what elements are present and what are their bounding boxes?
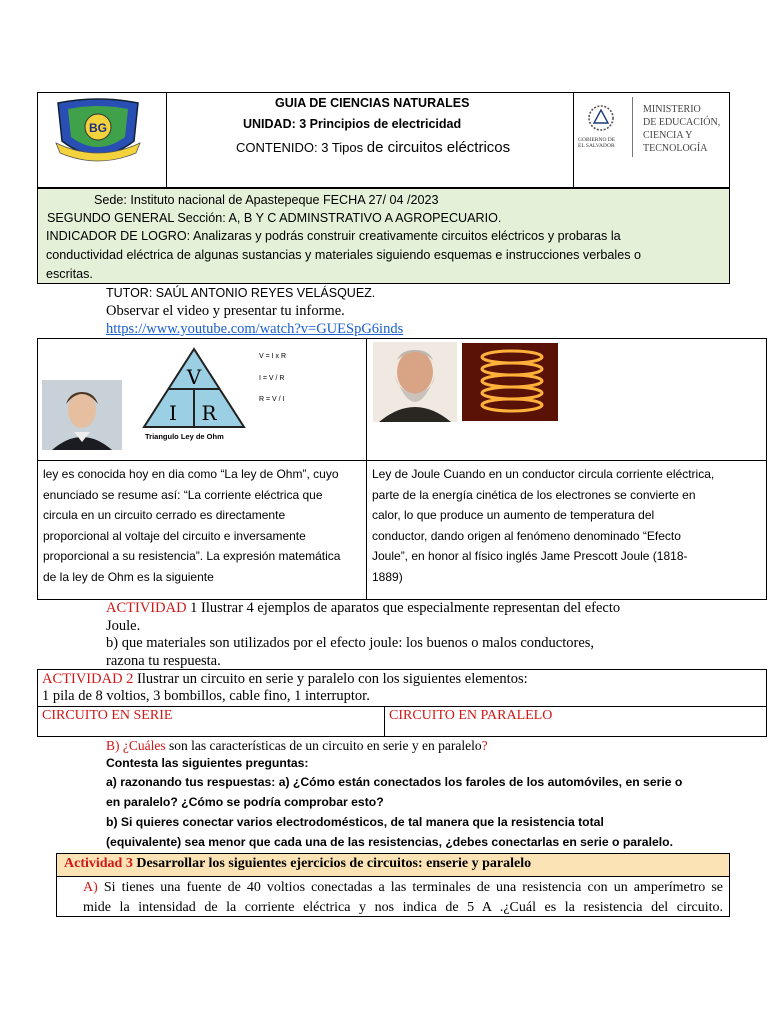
joule-text-line-5: Joule”, en honor al físico inglés Jame Prescott Joule (1818- <box>372 549 688 563</box>
indicator-line-1 <box>46 227 723 245</box>
part-b-text: son las características de un circuito en serie y en paralelo <box>165 738 482 753</box>
video-link[interactable]: https://www.youtube.com/watch?v=GUESpG6inds <box>106 321 404 337</box>
ohm-text-line-3: circula en un circuito cerrado es directamente <box>43 508 286 522</box>
activity-1 <box>106 600 661 670</box>
exercise-a <box>83 878 723 917</box>
exercise-a-line-1 <box>83 878 723 898</box>
ministry-line-1: MINISTERIO <box>643 104 701 115</box>
exercise-a-label: A) <box>83 880 98 895</box>
joule-text-line-3: calor, lo que produce un aumento de temperatura del <box>372 508 655 522</box>
activity-1-line-2: Joule. <box>106 617 141 634</box>
question-a <box>106 772 683 812</box>
exercise-a-line-2: mide la intensidad de la corriente eléctrica y nos indica de 5 A .¿Cuál es la resistencia del circuito. <box>83 899 723 915</box>
school-logo-icon <box>50 97 146 163</box>
guide-title: GUIA DE CIENCIAS NATURALES <box>275 96 470 110</box>
answer-instructions: Contesta las siguientes preguntas: <box>106 756 309 770</box>
gobierno-line-1: GOBIERNO DE <box>578 137 616 143</box>
ohm-text-line-1: ley es conocida hoy en dia como “La ley de Ohm”, cuyo <box>43 467 339 481</box>
header-table <box>37 92 730 188</box>
ministry-line-2: DE EDUCACIÓN, <box>643 117 721 128</box>
triangle-caption: Triangulo Ley de Ohm <box>145 432 224 441</box>
activity-1-line-4: razona tu respuesta. <box>106 652 221 669</box>
school-logo-text: BG <box>89 121 107 135</box>
question-b <box>106 812 673 852</box>
gobierno-line-2: EL SALVADOR <box>578 143 615 149</box>
indicator-line-2: conductividad eléctrica de algunas sustancias y materiales siguiendo esquemas e instrucciones verbales o <box>46 248 642 262</box>
exercise-a-text-1: Si tienes una fuente de 40 voltios conectadas a las terminales de una resistencia con un amperímetro se <box>97 880 723 895</box>
ohm-text-line-6: de la ley de Ohm es la siguiente <box>43 569 214 584</box>
ohm-triangle-icon <box>139 347 249 429</box>
activity-3-title: Desarrollar los siguientes ejercicios de circuitos: enserie y paralelo <box>132 856 532 871</box>
joule-text-line-2: parte de la energía cinética de los electrones se convierte en <box>372 487 696 502</box>
joule-text-line-6: 1889) <box>372 569 403 584</box>
laws-table <box>37 338 767 600</box>
content-label: CONTENIDO: 3 Tipos <box>236 140 367 155</box>
part-b-label: B) ¿Cuáles <box>106 738 166 753</box>
joule-portrait-icon <box>373 342 457 422</box>
activity-1-text-1: 1 Ilustrar 4 ejemplos de aparatos que especialmente representan del efecto <box>186 600 621 616</box>
question-a-line-2: en paralelo? ¿Cómo se podría comprobar esto? <box>106 795 384 809</box>
joule-text <box>372 464 732 587</box>
ministry-line-3: CIENCIA Y <box>643 130 693 141</box>
question-a-line-1: a) razonando tus respuestas: a) ¿Cómo están conectados los faroles de los automóviles, en serie o <box>106 775 683 789</box>
activity-2-line-1 <box>42 671 528 688</box>
ministry-logo-cell <box>573 93 730 187</box>
indicator-text-1: : Analizaras y podrás construir creativamente circuitos eléctricos y probaras la <box>186 229 621 243</box>
ohm-text-line-5: proporcional a su resistencia”. La expresión matemática <box>43 549 341 563</box>
formula-2: I = V / R <box>259 375 285 382</box>
ohm-portrait-icon <box>42 380 122 450</box>
activity-2-label: ACTIVIDAD 2 <box>42 671 134 687</box>
indicator-line-3: escritas. <box>46 267 93 281</box>
activity-2-text-1: Ilustrar un circuito en serie y paralelo con los siguientes elementos: <box>133 671 528 687</box>
question-b-line-1: b) Si quieres conectar varios electrodomésticos, de tal manera que la resistencia total <box>106 815 604 829</box>
joule-text-line-1: Ley de Joule Cuando en un conductor circula corriente eléctrica, <box>372 467 715 481</box>
ministry-line-4: TECNOLOGÍA <box>643 143 708 154</box>
part-b-question-mark: ? <box>481 738 488 753</box>
part-b-heading <box>106 738 488 754</box>
sede-line: Sede: Instituto nacional de Apastepeque FECHA 27/ 04 /2023 <box>94 193 439 207</box>
ohm-text-line-4: proporcional al voltaje del circuito e inversamente <box>43 528 306 543</box>
ministry-divider <box>632 97 633 157</box>
section-line: SEGUNDO GENERAL Sección: A, B Y C ADMINSTRATIVO A AGROPECUARIO. <box>47 211 502 225</box>
gobierno-text <box>578 137 615 149</box>
heating-coil-icon <box>462 343 558 421</box>
joule-text-line-4: conductor, dando origen al fenómeno denominado “Efecto <box>372 528 681 543</box>
content-value: de circuitos eléctricos <box>366 139 511 156</box>
activity-1-line-1 <box>106 600 661 618</box>
activity-1-label: ACTIVIDAD <box>106 600 187 616</box>
formula-1: V = I x R <box>259 353 287 360</box>
ohm-text-line-2: enunciado se resume así: “La corriente eléctrica que <box>43 487 323 502</box>
parallel-circuit-header: CIRCUITO EN PARALELO <box>389 708 553 723</box>
content-line <box>236 139 510 156</box>
triangle-r-label: R <box>201 401 217 425</box>
triangle-v-label: V <box>186 365 202 389</box>
el-salvador-seal-icon <box>586 103 616 133</box>
ministry-name <box>643 103 720 155</box>
observe-line: Observar el video y presentar tu informe. <box>106 303 345 319</box>
header-logo-cell <box>38 93 167 187</box>
unit-line: UNIDAD: 3 Principios de electricidad <box>243 117 462 131</box>
activity-3-label: Actividad 3 <box>64 856 133 871</box>
formula-3: R = V / I <box>259 396 285 403</box>
indicator-label: INDICADOR DE LOGRO <box>46 229 187 243</box>
activity-1-line-3: b) que materiales son utilizados por el efecto joule: los buenos o malos conductores, <box>106 635 595 651</box>
tutor-line: TUTOR: SAÚL ANTONIO REYES VELÁSQUEZ. <box>106 286 376 300</box>
info-box <box>37 188 730 284</box>
activity-3-table <box>56 853 730 917</box>
activity-2-table <box>37 669 767 737</box>
series-circuit-header: CIRCUITO EN SERIE <box>42 708 173 723</box>
triangle-i-label: I <box>169 401 177 425</box>
question-b-line-2: (equivalente) sea menor que cada una de las resistencias, ¿debes conectarlas en serie o paralelo. <box>106 835 673 849</box>
activity-2-line-2: 1 pila de 8 voltios, 3 bombillos, cable fino, 1 interruptor. <box>42 688 370 704</box>
activity-3-header <box>57 854 729 877</box>
ohm-text <box>43 464 361 587</box>
